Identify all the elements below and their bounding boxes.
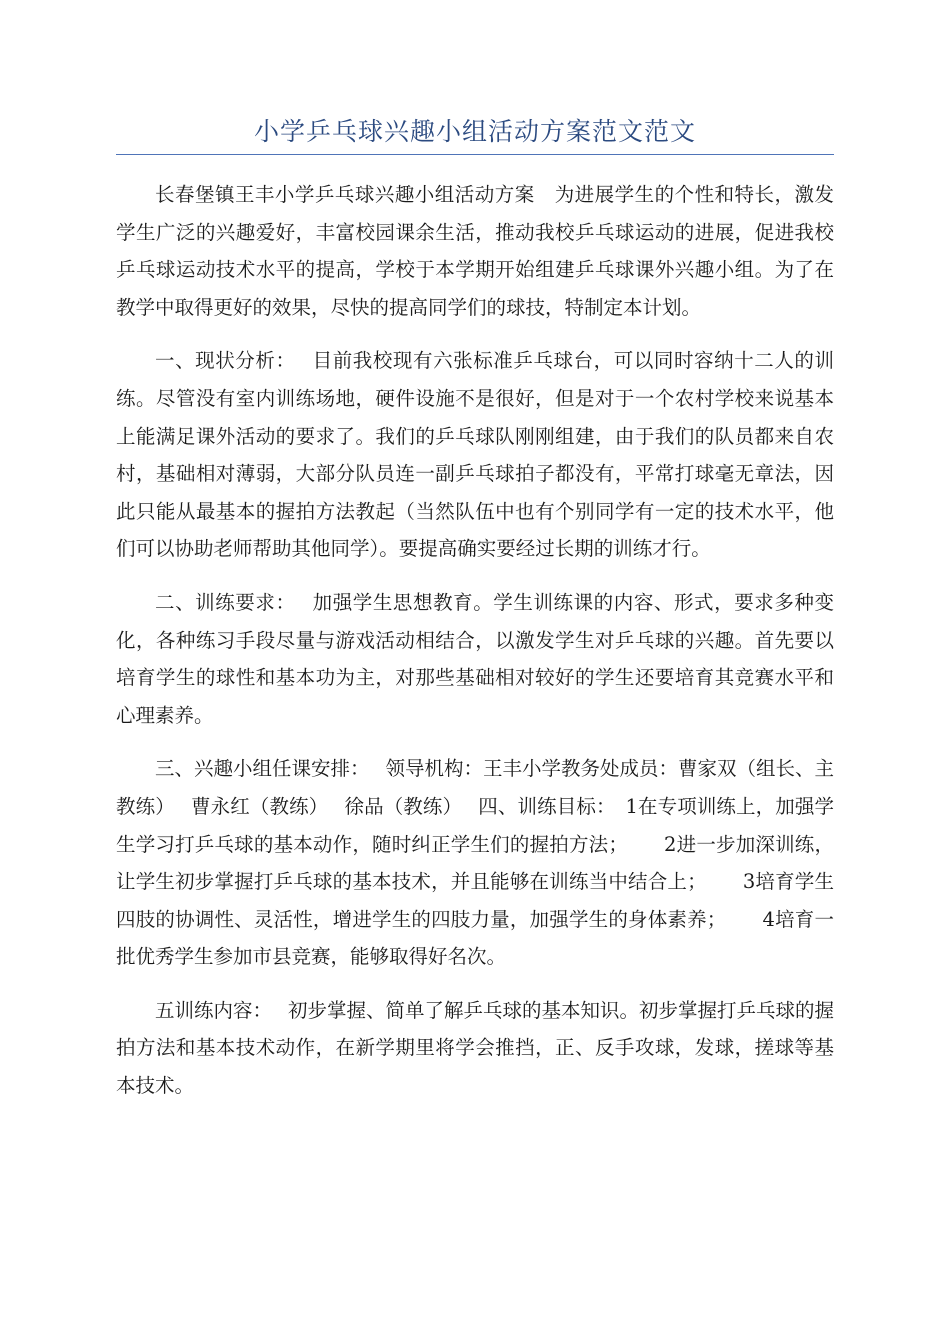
paragraph-intro: 长春堡镇王丰小学乒乓球兴趣小组活动方案 为进展学生的个性和特长，激发学生广泛的兴趣爱好，丰富校园课余生活，推动我校乒乓球运动的进展，促进我校乒乓球运动技术水平的提高，学校于本学期开始组建乒乓球课外兴趣小组。为了在教学中取得更好的效果，尽快的提高同学们的球技，特制定本计划。	[116, 183, 834, 319]
document-body	[116, 176, 834, 1121]
paragraph-training-requirements: 二、训练要求： 加强学生思想教育。学生训练课的内容、形式，要求多种变化，各种练习手段尽量与游戏活动相结合，以激发学生对乒乓球的兴趣。首先要以培育学生的球性和基本功为主，对那些基础相对较好的学生还要培育其竞赛水平和心理素养。	[116, 590, 834, 727]
paragraph-staff-and-goals: 三、兴趣小组任课安排： 领导机构：王丰小学教务处成员：曹家双（组长、主教练） 曹永红（教练） 徐品（教练） 四、训练目标： 1在专项训练上，加强学生学习打乒乓球的基本动作，随时纠正学生们的握拍方法； 2进一步加深训练，让学生初步掌握打乒乓球的基本技术，并且能够在训练当中结合上； 3培育学生四肢的协调性、灵活性，增进学生的四肢力量，加强学生的身体素养； 4培育一批优秀学生参加市县竞赛，能够取得好名次。	[116, 757, 834, 969]
document-title: 小学乒乓球兴趣小组活动方案范文范文	[253, 117, 696, 146]
paragraph-training-content: 五训练内容： 初步掌握、简单了解乒乓球的基本知识。初步掌握打乒乓球的握拍方法和基本技术动作，在新学期里将学会推挡，正、反手攻球，发球，搓球等基本技术。	[116, 998, 834, 1098]
paragraph-status-analysis: 一、现状分析： 目前我校现有六张标准乒乓球台，可以同时容纳十二人的训练。尽管没有室内训练场地，硬件设施不是很好，但是对于一个农村学校来说基本上能满足课外活动的要求了。我们的乒乓球队刚刚组建，由于我们的队员都来自农村，基础相对薄弱，大部分队员连一副乒乓球拍子都没有，平常打球毫无章法，因此只能从最基本的握拍方法教起（当然队伍中也有个别同学有一定的技术水平，他们可以协助老师帮助其他同学）。要提高确实要经过长期的训练才行。	[116, 349, 834, 561]
title-underline	[116, 154, 834, 155]
